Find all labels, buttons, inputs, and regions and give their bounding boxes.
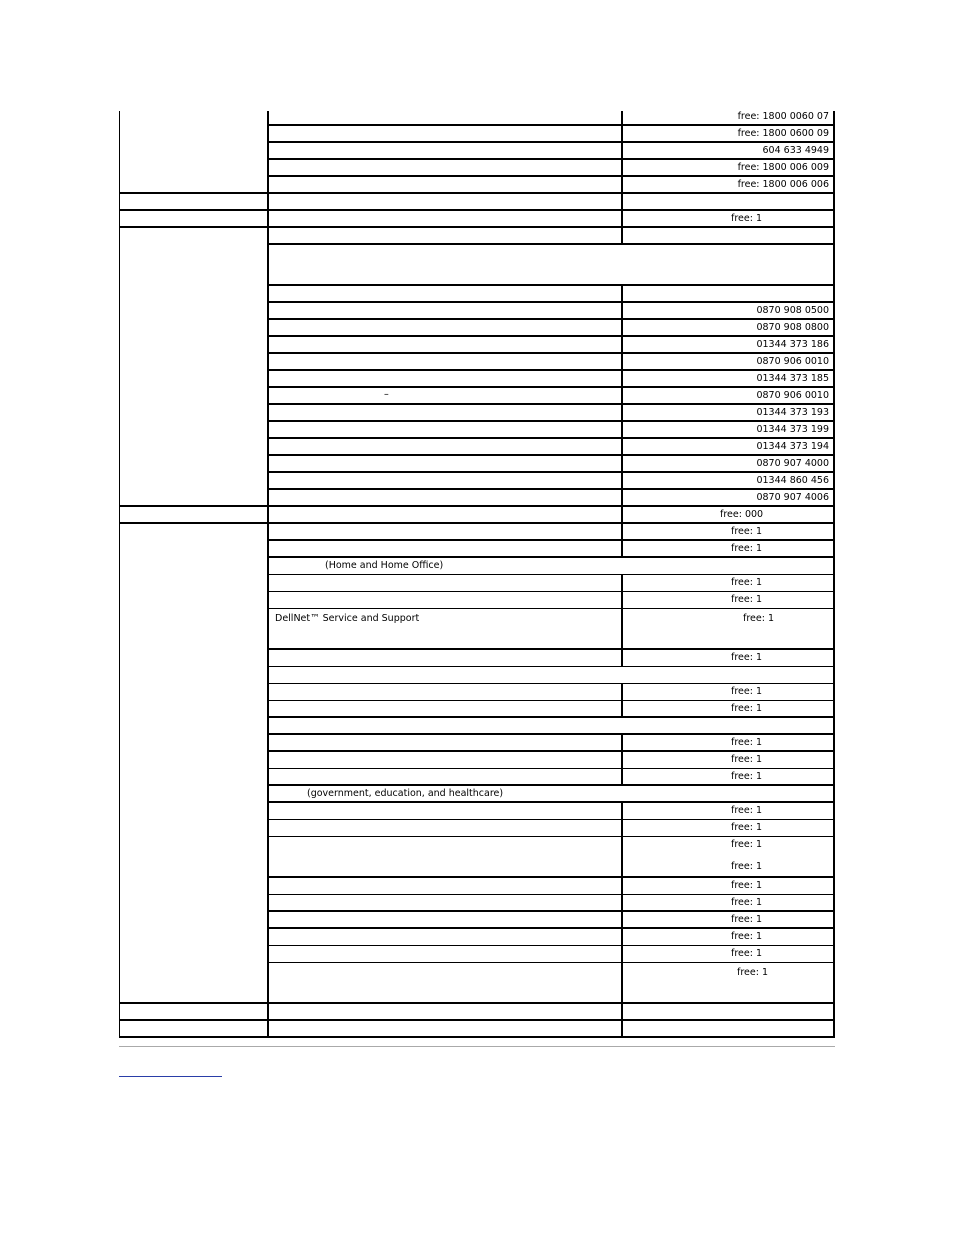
table-row <box>119 337 835 354</box>
table-row <box>119 946 835 963</box>
phone-number: 604 633 4949 <box>762 145 829 156</box>
phone-number: 01344 373 186 <box>756 339 829 350</box>
phone-number: free: 1 <box>731 686 762 697</box>
table-row <box>119 895 835 912</box>
table-row <box>119 160 835 177</box>
phone-number: free: 1 <box>731 897 762 908</box>
table-row <box>119 354 835 371</box>
phone-number: free: 1 <box>731 805 762 816</box>
table-row <box>119 473 835 490</box>
phone-number: free: 1 <box>737 967 768 978</box>
phone-number: free: 1 <box>731 652 762 663</box>
table-row <box>119 837 835 878</box>
table-row <box>119 752 835 769</box>
dash-text: – <box>384 389 389 400</box>
phone-number: free: 1 <box>731 880 762 891</box>
table-row <box>119 592 835 609</box>
phone-number: free: 1 <box>731 822 762 833</box>
phone-number: 01344 373 194 <box>756 441 829 452</box>
table-row <box>119 558 835 575</box>
phone-number: 0870 908 0800 <box>756 322 829 333</box>
table-row <box>119 388 835 405</box>
table-row <box>119 143 835 160</box>
table-row <box>119 609 835 650</box>
table-row <box>119 786 835 803</box>
phone-number: free: 1800 006 009 <box>737 162 829 173</box>
phone-number: free: 1 <box>743 613 774 624</box>
table-row <box>119 177 835 194</box>
table-row <box>119 228 835 245</box>
table-row <box>119 650 835 667</box>
phone-number: 0870 907 4006 <box>756 492 829 503</box>
contact-table <box>119 111 835 1038</box>
table-row <box>119 667 835 684</box>
table-row <box>119 126 835 143</box>
phone-number: 01344 373 185 <box>756 373 829 384</box>
phone-number: free: 1 <box>731 577 762 588</box>
phone-number: 01344 373 193 <box>756 407 829 418</box>
table-row <box>119 524 835 541</box>
table-row <box>119 194 835 211</box>
phone-number: free: 1 <box>731 594 762 605</box>
table-row <box>119 111 835 126</box>
table-row <box>119 820 835 837</box>
table-row <box>119 718 835 735</box>
section-heading: (Home and Home Office) <box>325 560 444 571</box>
table-row <box>119 1004 835 1021</box>
phone-number: free: 1800 0060 07 <box>737 111 829 122</box>
table-row <box>119 422 835 439</box>
phone-number: free: 1 <box>731 931 762 942</box>
table-row <box>119 541 835 558</box>
table-row <box>119 303 835 320</box>
phone-number: free: 1 <box>731 213 762 224</box>
phone-number: free: 1800 0600 09 <box>737 128 829 139</box>
table-row <box>119 963 835 1004</box>
table-row <box>119 507 835 524</box>
phone-number: 01344 860 456 <box>756 475 829 486</box>
section-heading: (government, education, and healthcare) <box>307 788 504 799</box>
table-row <box>119 439 835 456</box>
phone-number: free: 1 <box>731 771 762 782</box>
table-row <box>119 575 835 592</box>
table-row <box>119 286 835 303</box>
table-row <box>119 735 835 752</box>
phone-number: free: 1 <box>731 526 762 537</box>
phone-number: 01344 373 199 <box>756 424 829 435</box>
phone-number: 0870 907 4000 <box>756 458 829 469</box>
phone-number: 0870 906 0010 <box>756 390 829 401</box>
phone-number: free: 1 <box>731 861 762 872</box>
table-row <box>119 371 835 388</box>
table-row <box>119 211 835 228</box>
back-to-contents-link[interactable] <box>119 1068 222 1077</box>
table-row <box>119 490 835 507</box>
phone-number: 0870 908 0500 <box>756 305 829 316</box>
phone-number: free: 1 <box>731 948 762 959</box>
table-row <box>119 912 835 929</box>
table-row <box>119 929 835 946</box>
phone-number: free: 1 <box>731 914 762 925</box>
phone-number: free: 1800 006 006 <box>737 179 829 190</box>
table-row <box>119 245 835 286</box>
phone-number: free: 1 <box>731 839 762 850</box>
table-row <box>119 1021 835 1038</box>
table-row <box>119 456 835 473</box>
table-row <box>119 684 835 701</box>
table-row <box>119 701 835 718</box>
table-row <box>119 803 835 820</box>
phone-number: 0870 906 0010 <box>756 356 829 367</box>
dellnet-label: DellNet™ Service and Support <box>275 613 420 624</box>
table-row <box>119 769 835 786</box>
table-row <box>119 878 835 895</box>
table-row <box>119 405 835 422</box>
horizontal-divider <box>119 1046 835 1047</box>
phone-number: free: 1 <box>731 543 762 554</box>
table-row <box>119 320 835 337</box>
phone-number: free: 000 <box>720 509 764 520</box>
phone-number: free: 1 <box>731 703 762 714</box>
phone-number: free: 1 <box>731 754 762 765</box>
phone-number: free: 1 <box>731 737 762 748</box>
